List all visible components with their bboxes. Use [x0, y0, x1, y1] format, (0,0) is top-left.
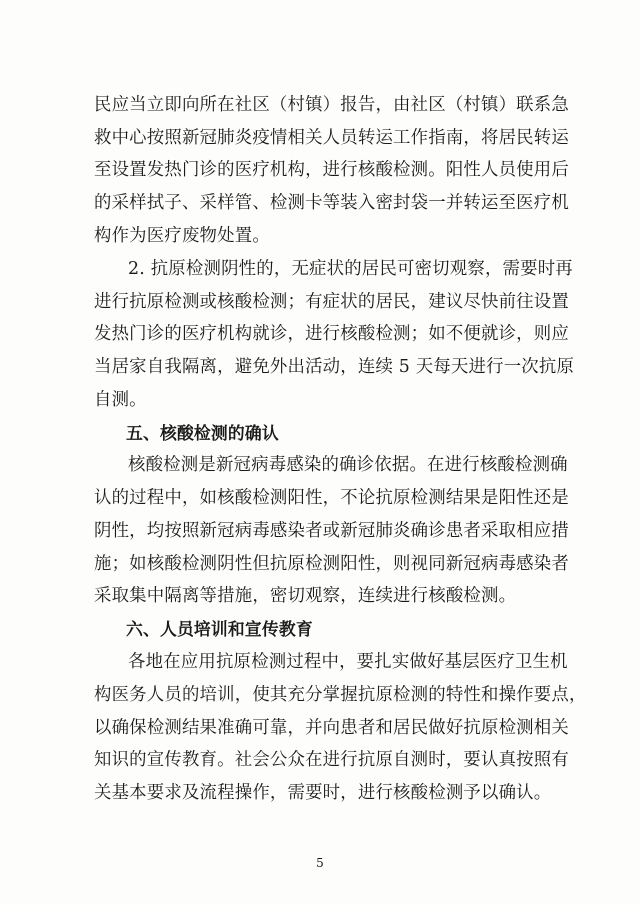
paragraph-line: 阴性，均按照新冠病毒感染者或新冠肺炎确诊患者采取相应措: [94, 521, 569, 541]
paragraph-line: 2. 抗原检测阴性的，无症状的居民可密切观察，需要时再: [128, 259, 573, 279]
paragraph-line: 进行抗原检测或核酸检测；有症状的居民，建议尽快前往设置: [94, 292, 569, 312]
paragraph-line: 认的过程中，如核酸检测阳性，不论抗原检测结果是阳性还是: [94, 488, 569, 508]
section-heading: 五、核酸检测的确认: [126, 423, 279, 443]
paragraph-line: 构作为医疗废物处置。: [94, 226, 270, 246]
paragraph-line: 知识的宣传教育。社会公众在进行抗原自测时，要认真按照有: [94, 750, 569, 770]
paragraph-line: 核酸检测是新冠病毒感染的确诊依据。在进行核酸检测确: [128, 455, 568, 475]
paragraph-line: 发热门诊的医疗机构就诊，进行核酸检测；如不便就诊，则应: [94, 324, 569, 344]
paragraph-line: 采取集中隔离等措施，密切观察，连续进行核酸检测。: [94, 586, 517, 606]
paragraph-line: 关基本要求及流程操作，需要时，进行核酸检测予以确认。: [94, 783, 552, 803]
paragraph-line: 至设置发热门诊的医疗机构，进行核酸检测。阳性人员使用后: [94, 160, 569, 180]
paragraph-line: 自测。: [94, 390, 147, 410]
page-number: 5: [316, 856, 324, 870]
section-heading: 六、人员培训和宣传教育: [126, 619, 313, 639]
paragraph-line: 施；如核酸检测阴性但抗原检测阳性，则视同新冠病毒感染者: [94, 554, 569, 574]
paragraph-line: 当居家自我隔离，避免外出活动，连续 5 天每天进行一次抗原: [94, 357, 575, 377]
paragraph-line: 民应当立即向所在社区（村镇）报告，由社区（村镇）联系急: [94, 95, 569, 115]
paragraph-line: 各地在应用抗原检测过程中，要扎实做好基层医疗卫生机: [128, 652, 568, 672]
paragraph-line: 以确保检测结果准确可靠，并向患者和居民做好抗原检测相关: [94, 718, 569, 738]
paragraph-line: 的采样拭子、采样管、检测卡等装入密封袋一并转运至医疗机: [94, 193, 569, 213]
paragraph-line: 救中心按照新冠肺炎疫情相关人员转运工作指南，将居民转运: [94, 128, 569, 148]
paragraph-line: 构医务人员的培训，使其充分掌握抗原检测的特性和操作要点，: [94, 685, 587, 705]
